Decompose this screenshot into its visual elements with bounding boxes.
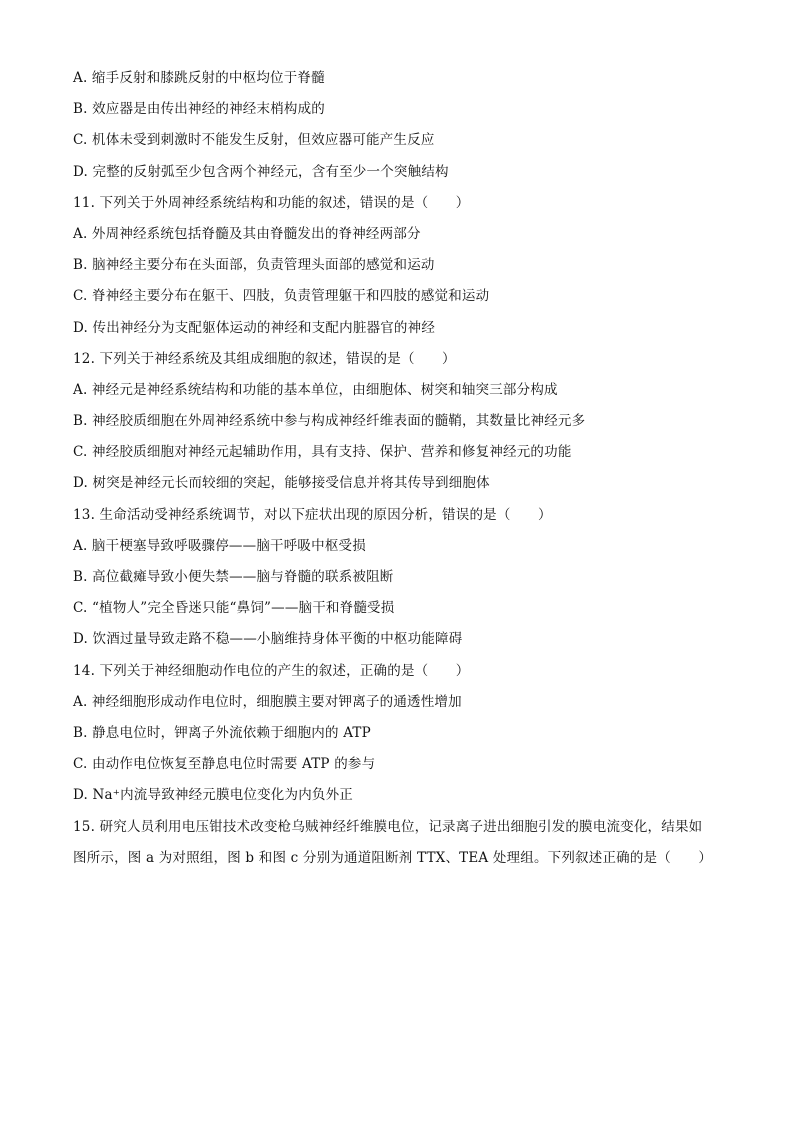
option-q13-a: A. 脑干梗塞导致呼吸骤停——脑干呼吸中枢受损 <box>73 537 366 554</box>
option-q10-d: D. 完整的反射弧至少包含两个神经元，含有至少一个突触结构 <box>73 163 449 180</box>
option-q14-b: B. 静息电位时，钾离子外流依赖于细胞内的 ATP <box>73 724 371 741</box>
option-q14-d: D. Na⁺内流导致神经元膜电位变化为内负外正 <box>73 787 354 804</box>
option-q11-c: C. 脊神经主要分布在躯干、四肢，负责管理躯干和四肢的感觉和运动 <box>73 288 490 305</box>
option-q11-b: B. 脑神经主要分布在头面部，负责管理头面部的感觉和运动 <box>73 257 435 274</box>
question-12-stem: 12. 下列关于神经系统及其组成细胞的叙述，错误的是（ ） <box>73 350 456 367</box>
question-14-stem: 14. 下列关于神经细胞动作电位的产生的叙述，正确的是（ ） <box>73 662 470 679</box>
question-15-stem-line-1: 15. 研究人员利用电压钳技术改变枪乌贼神经纤维膜电位，记录离子进出细胞引发的膜电流变化，结果如 <box>73 818 703 835</box>
option-q10-b: B. 效应器是由传出神经的神经末梢构成的 <box>73 101 326 118</box>
option-q13-d: D. 饮酒过量导致走路不稳——小脑维持身体平衡的中枢功能障碍 <box>73 631 463 648</box>
option-q10-a: A. 缩手反射和膝跳反射的中枢均位于脊髓 <box>73 70 325 86</box>
option-q12-d: D. 树突是神经元长而较细的突起，能够接受信息并将其传导到细胞体 <box>73 475 490 492</box>
option-q14-c: C. 由动作电位恢复至静息电位时需要 ATP 的参与 <box>73 756 376 773</box>
question-15-stem-line-2: 图所示，图 a 为对照组，图 b 和图 c 分别为通道阻断剂 TTX、TEA 处理组。下列叙述正确的是（ ） <box>73 849 713 866</box>
option-q12-b: B. 神经胶质细胞在外周神经系统中参与构成神经纤维表面的髓鞘，其数量比神经元多 <box>73 413 586 430</box>
option-q11-a: A. 外周神经系统包括脊髓及其由脊髓发出的脊神经两部分 <box>73 225 421 242</box>
option-q11-d: D. 传出神经分为支配躯体运动的神经和支配内脏器官的神经 <box>73 319 436 336</box>
option-q12-c: C. 神经胶质细胞对神经元起辅助作用，具有支持、保护、营养和修复神经元的功能 <box>73 444 572 461</box>
option-q13-b: B. 高位截瘫导致小便失禁——脑与脊髓的联系被阻断 <box>73 569 394 585</box>
option-q14-a: A. 神经细胞形成动作电位时，细胞膜主要对钾离子的通透性增加 <box>73 693 462 710</box>
option-q10-c: C. 机体未受到刺激时不能发生反射，但效应器可能产生反应 <box>73 132 435 149</box>
question-text-block <box>73 63 733 874</box>
option-q12-a: A. 神经元是神经系统结构和功能的基本单位，由细胞体、树突和轴突三部分构成 <box>73 381 558 398</box>
question-11-stem: 11. 下列关于外周神经系统结构和功能的叙述，错误的是（ ） <box>73 194 470 211</box>
question-13-stem: 13. 生命活动受神经系统调节，对以下症状出现的原因分析，错误的是（ ） <box>73 506 552 523</box>
option-q13-c: C. “植物人”完全昏迷只能“鼻饲”——脑干和脊髓受损 <box>73 600 395 617</box>
